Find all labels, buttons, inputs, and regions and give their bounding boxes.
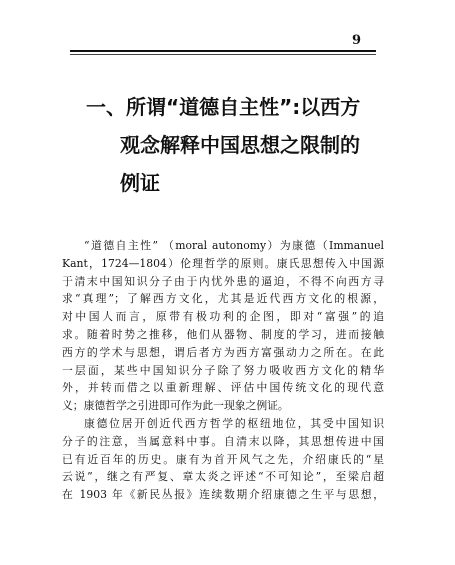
body-text: [62, 237, 384, 504]
paragraph-line: 分子的注意，当属意料中事。自清末以降，其思想传进中国: [62, 434, 384, 448]
paragraph-line: 义；康德哲学之引进即可作为此一现象之例证。: [62, 399, 289, 413]
paragraph-line: 云说”，继之有严复、章太炎之评述“不可知论”，至梁启超: [62, 470, 384, 484]
paragraph-line: 康德位居开创近代西方哲学的枢纽地位，其受中国知识: [84, 416, 384, 430]
section-title: [86, 88, 386, 202]
section-title-line-2: 观念解释中国思想之限制的: [120, 133, 360, 157]
paragraph-line: 于清末中国知识分子由于内忧外患的逼迫，不得不向西方寻: [62, 274, 384, 288]
paragraph-line: 西方的学术与思想，谓后者方为西方富强动力之所在。在此: [62, 345, 384, 359]
section-title-line-3: 例证: [120, 171, 160, 195]
paragraph-2: [62, 415, 384, 504]
paragraph-line: 求。随着时势之推移，他们从器物、制度的学习，进而接触: [62, 327, 384, 341]
paragraph-line: 已有近百年的历史。康有为首开风气之先，介绍康氏的“星: [62, 452, 384, 466]
paragraph-line: 一层面，某些中国知识分子除了努力吸收西方文化的精华: [62, 363, 384, 377]
paragraph-line: Kant，1724—1804）伦理哲学的原则。康氏思想传入中国源: [62, 256, 384, 270]
section-title-line-1: 一、所谓“道德自主性”:以西方: [86, 95, 361, 119]
header-rule: [70, 50, 376, 52]
paragraph-line: “道德自主性” （moral autonomy）为康德（Immanuel: [84, 239, 384, 252]
paragraph-line: 求“真理”；了解西方文化，尤其是近代西方文化的根源，: [62, 292, 384, 306]
paragraph-line: 外，并转而借之以重新理解、评估中国传统文化的现代意: [62, 381, 384, 395]
header-rule-thin: [70, 54, 376, 55]
paragraph-1: [62, 237, 384, 415]
paragraph-line: 在 1903 年《新民丛报》连续数期介绍康德之生平与思想，: [62, 488, 384, 502]
page-number: 9: [352, 33, 362, 48]
paragraph-line: 对中国人而言，原带有极功利的企图，即对“富强”的追: [62, 310, 384, 324]
